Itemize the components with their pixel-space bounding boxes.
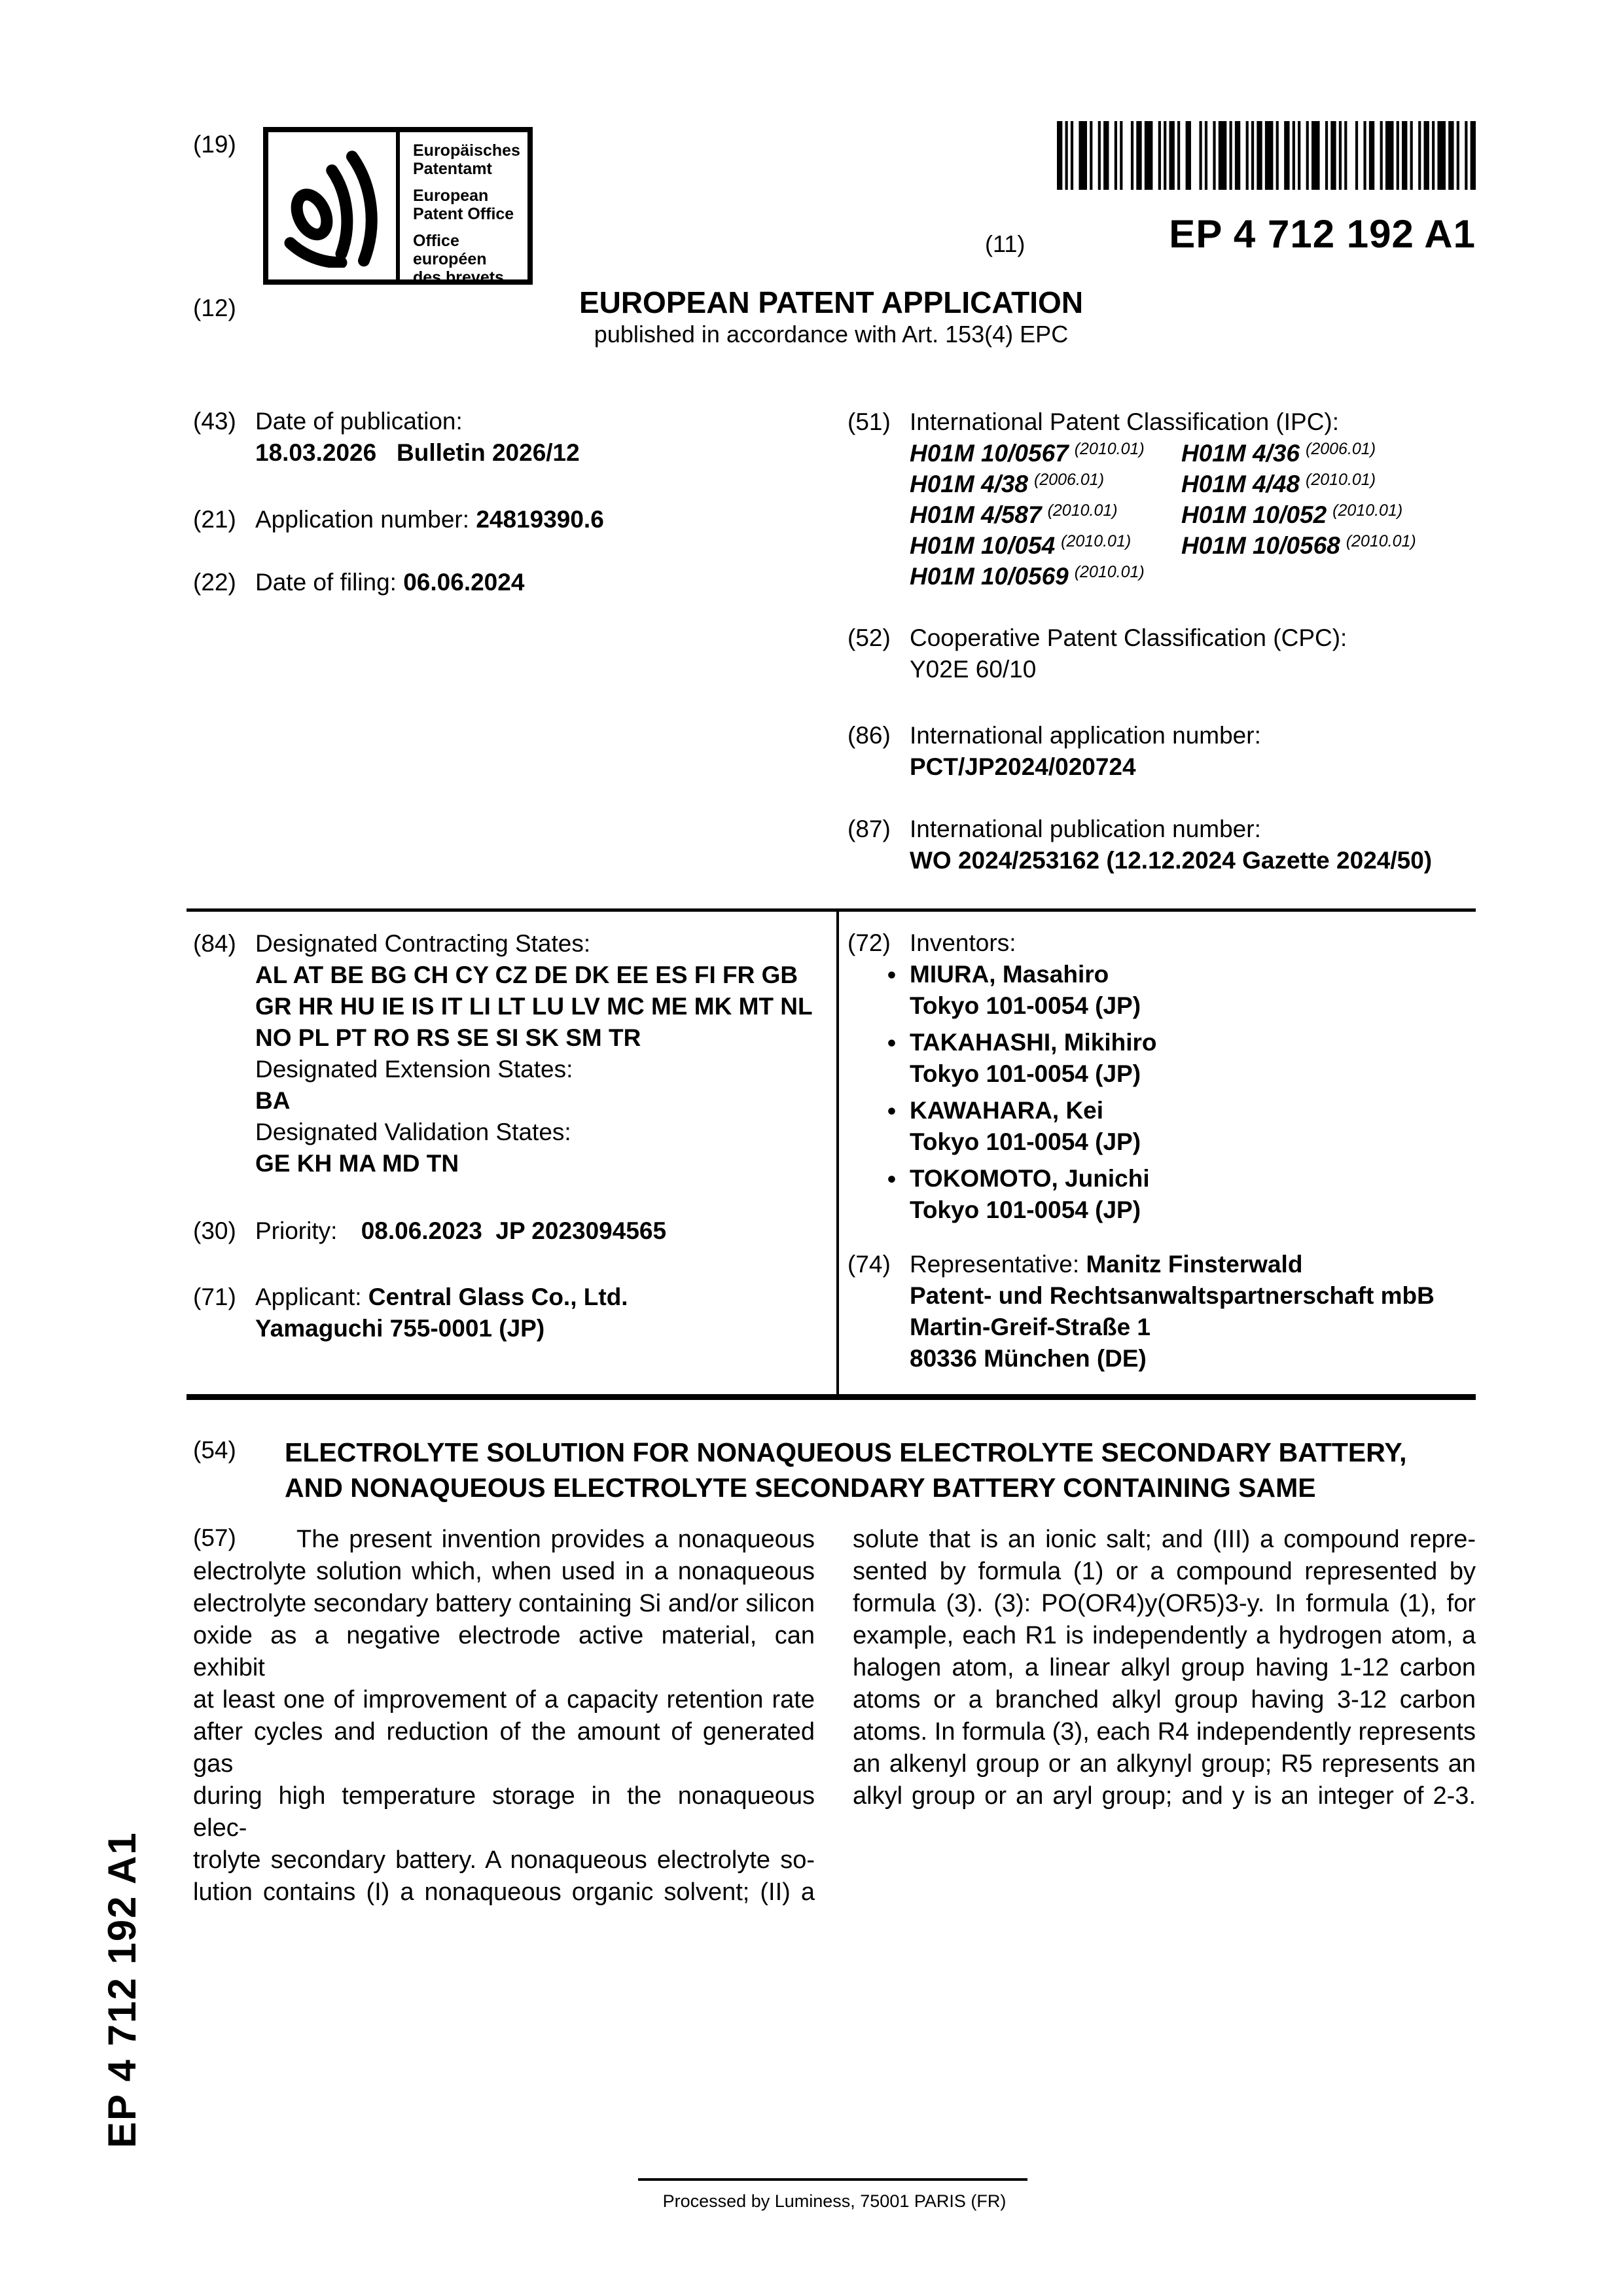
footer-text: Processed by Luminess, 75001 PARIS (FR) [662,2191,1007,2211]
epo-logo-box [263,127,533,285]
inid-86-label: (86) [847,722,891,749]
field-name: Cooperative Patent Classification (CPC): [910,624,1347,651]
inid-87-label: (87) [847,816,891,842]
field-representative [847,1249,1541,1374]
inid-54-label: (54) [193,1437,236,1463]
field-value: WO 2024/253162 (12.12.2024 Gazette 2024/50) [910,847,1433,874]
epo-logo-cell [268,132,400,279]
ipc-entry: H01M 10/0567 $^{(2010.01)}$ [910,440,1145,467]
inid-19-label: (19) [193,131,236,158]
field-international-publication-number [847,814,1567,876]
epo-office-name: European Patent Office [413,187,514,223]
ipc-entry: H01M 10/0568 $^{(2010.01)}$ [1181,532,1416,559]
field-value: 08.06.2023 JP 2023094565 [361,1217,667,1244]
bullet-icon: • [887,1030,896,1056]
horizontal-rule-top [187,908,1476,912]
ipc-entry: H01M 4/48 $^{(2010.01)}$ [1181,471,1376,497]
horizontal-rule-thick [187,1394,1476,1400]
abstract-line: at least one of improvement of a capacity retention rate [193,1686,815,1713]
field-name: Applicant: [255,1283,362,1310]
field-value: 18.03.2026 Bulletin 2026/12 [255,439,580,466]
abstract-line: during high temperature storage in the nonaqueous elec- [193,1782,815,1842]
inid-43-label: (43) [193,408,236,435]
inventor-item: • TOKOMOTO, Junichi Tokyo 101-0054 (JP) [887,1165,1150,1223]
contracting-states-lines [255,960,841,1054]
document-type-note: published in accordance with Art. 153(4) EPC [594,321,1069,348]
extension-states-value: BA [255,1087,291,1114]
invention-title-line: ELECTROLYTE SOLUTION FOR NONAQUEOUS ELECTROLYTE SECONDARY BATTERY, [285,1437,1407,1467]
abstract-column-1 [193,1524,815,1909]
inid-21-label: (21) [193,506,236,533]
states-line: NO PL PT RO RS SE SI SK SM TR [255,1024,641,1051]
field-value: Y02E 60/10 [910,656,1037,683]
inid-71-label: (71) [193,1283,236,1310]
ipc-entry: H01M 4/587 $^{(2010.01)}$ [910,501,1118,528]
field-value: 06.06.2024 [403,569,525,596]
inid-30-label: (30) [193,1217,236,1244]
invention-title-line: AND NONAQUEOUS ELECTROLYTE SECONDARY BATTERY CONTAINING SAME [285,1473,1316,1503]
ipc-list-col1 [910,438,1181,592]
applicant-name: Central Glass Co., Ltd. [368,1283,628,1310]
field-inventors [847,927,1502,1231]
inid-11-label: (11) [985,230,1026,257]
inid-22-label: (22) [193,569,236,596]
field-value: 24819390.6 [476,506,604,533]
field-name: Date of publication: [255,408,463,435]
field-name: Priority: [255,1217,338,1244]
abstract-line: halogen atom, a linear alkyl group having 1-12 carbon [853,1654,1476,1681]
states-line: GR HR HU IE IS IT LI LT LU LV MC ME MK MT NL [255,993,813,1020]
ipc-list-col2 [1181,438,1567,592]
field-name: International application number: [910,722,1261,749]
ipc-entry: H01M 4/36 $^{(2006.01)}$ [1181,440,1376,467]
abstract-line: alkyl group or an aryl group; and y is an integer of 2-3. [853,1782,1476,1810]
abstract-line: example, each R1 is independently a hydrogen atom, a [853,1622,1476,1649]
states-line: AL AT BE BG CH CY CZ DE DK EE ES FI FR GB [255,961,798,988]
field-applicant [193,1282,841,1344]
abstract-line: lution contains (I) a nonaqueous organic solvent; (II) a [193,1878,815,1906]
invention-title [285,1435,1495,1505]
ipc-entry: H01M 10/052 $^{(2010.01)}$ [1181,501,1403,528]
field-name: Application number: [255,506,470,533]
field-name: Inventors: [910,929,1016,956]
representative-address [910,1280,1541,1374]
epo-office-name: Office européen des brevets [413,232,504,287]
representative-address-line: Martin-Greif-Straße 1 [910,1314,1151,1340]
field-value: PCT/JP2024/020724 [910,753,1136,780]
document-type-title: EUROPEAN PATENT APPLICATION [579,285,1084,319]
bullet-icon: • [887,1098,896,1124]
field-name: International publication number: [910,816,1261,842]
field-priority [193,1215,841,1247]
ipc-entry: H01M 10/054 $^{(2010.01)}$ [910,532,1132,559]
inid-84-label: (84) [193,930,236,957]
inventors-list [887,959,1502,1226]
field-cpc [847,622,1567,685]
epo-swirl-icon [283,145,382,268]
field-name: International Patent Classification (IPC): [910,408,1340,435]
inid-72-label: (72) [847,929,891,956]
abstract-line: oxide as a negative electrode active material, can exhibit [193,1622,815,1681]
field-invention-title [193,1435,1495,1505]
field-date-of-filing [193,567,847,598]
field-application-number [193,504,847,535]
barcode [1057,121,1476,190]
inid-57-label: (57) [193,1524,236,1551]
abstract-line: atoms or a branched alkyl group having 3-12 carbon [853,1686,1476,1713]
applicant-address: Yamaguchi 755-0001 (JP) [255,1315,545,1342]
abstract-column-2 [853,1524,1476,1812]
sidebar-publication-number: EP 4 712 192 A1 [100,1831,144,2148]
abstract-line: solute that is an ionic salt; and (III) a compound repre- [853,1526,1476,1553]
extension-states-name: Designated Extension States: [255,1056,573,1083]
abstract-line: after cycles and reduction of the amount of generated gas [193,1718,815,1778]
field-designated-states [193,928,841,1179]
representative-address-line: Patent- und Rechtsanwaltspartnerschaft mbB [910,1282,1435,1309]
epo-office-name: Europäisches Patentamt [413,141,520,178]
representative-address-line: 80336 München (DE) [910,1345,1147,1372]
abstract-line: trolyte secondary battery. A nonaqueous electrolyte so- [193,1846,815,1874]
publication-number: EP 4 712 192 A1 [1169,212,1476,256]
abstract-line: formula (3). (3): PO(OR4)y(OR5)3-y. In formula (1), for [853,1590,1476,1617]
bullet-icon: • [887,961,896,988]
inventor-item: • KAWAHARA, Kei Tokyo 101-0054 (JP) [887,1097,1141,1155]
field-name: Representative: [910,1251,1080,1278]
field-date-of-publication [193,406,847,469]
field-international-application-number [847,720,1567,783]
inid-51-label: (51) [847,408,891,435]
abstract-line: atoms. In formula (3), each R4 independently represents [853,1718,1476,1746]
abstract-line: The present invention provides a nonaqueous [296,1526,815,1553]
bullet-icon: • [887,1166,896,1193]
epo-office-names [400,132,527,287]
inid-52-label: (52) [847,624,891,651]
abstract-line: electrolyte solution which, when used in a nonaqueous [193,1558,815,1585]
representative-name: Manitz Finsterwald [1086,1251,1303,1278]
field-ipc [847,406,1567,592]
field-name: Designated Contracting States: [255,930,591,957]
validation-states-value: GE KH MA MD TN [255,1150,459,1177]
inid-12-label: (12) [193,295,236,321]
abstract-line: sented by formula (1) or a compound represented by [853,1558,1476,1585]
ipc-entry: H01M 4/38 $^{(2006.01)}$ [910,471,1105,497]
field-name: Date of filing: [255,569,397,596]
inventor-item: • MIURA, Masahiro Tokyo 101-0054 (JP) [887,961,1141,1019]
validation-states-name: Designated Validation States: [255,1119,571,1145]
inid-74-label: (74) [847,1251,891,1278]
abstract-line: electrolyte secondary battery containing Si and/or silicon [193,1590,815,1617]
footer-rule [638,2178,1027,2181]
inventor-item: • TAKAHASHI, Mikihiro Tokyo 101-0054 (JP) [887,1029,1157,1087]
abstract-line: an alkenyl group or an alkynyl group; R5 represents an [853,1750,1476,1778]
ipc-entry: H01M 10/0569 $^{(2010.01)}$ [910,563,1145,590]
